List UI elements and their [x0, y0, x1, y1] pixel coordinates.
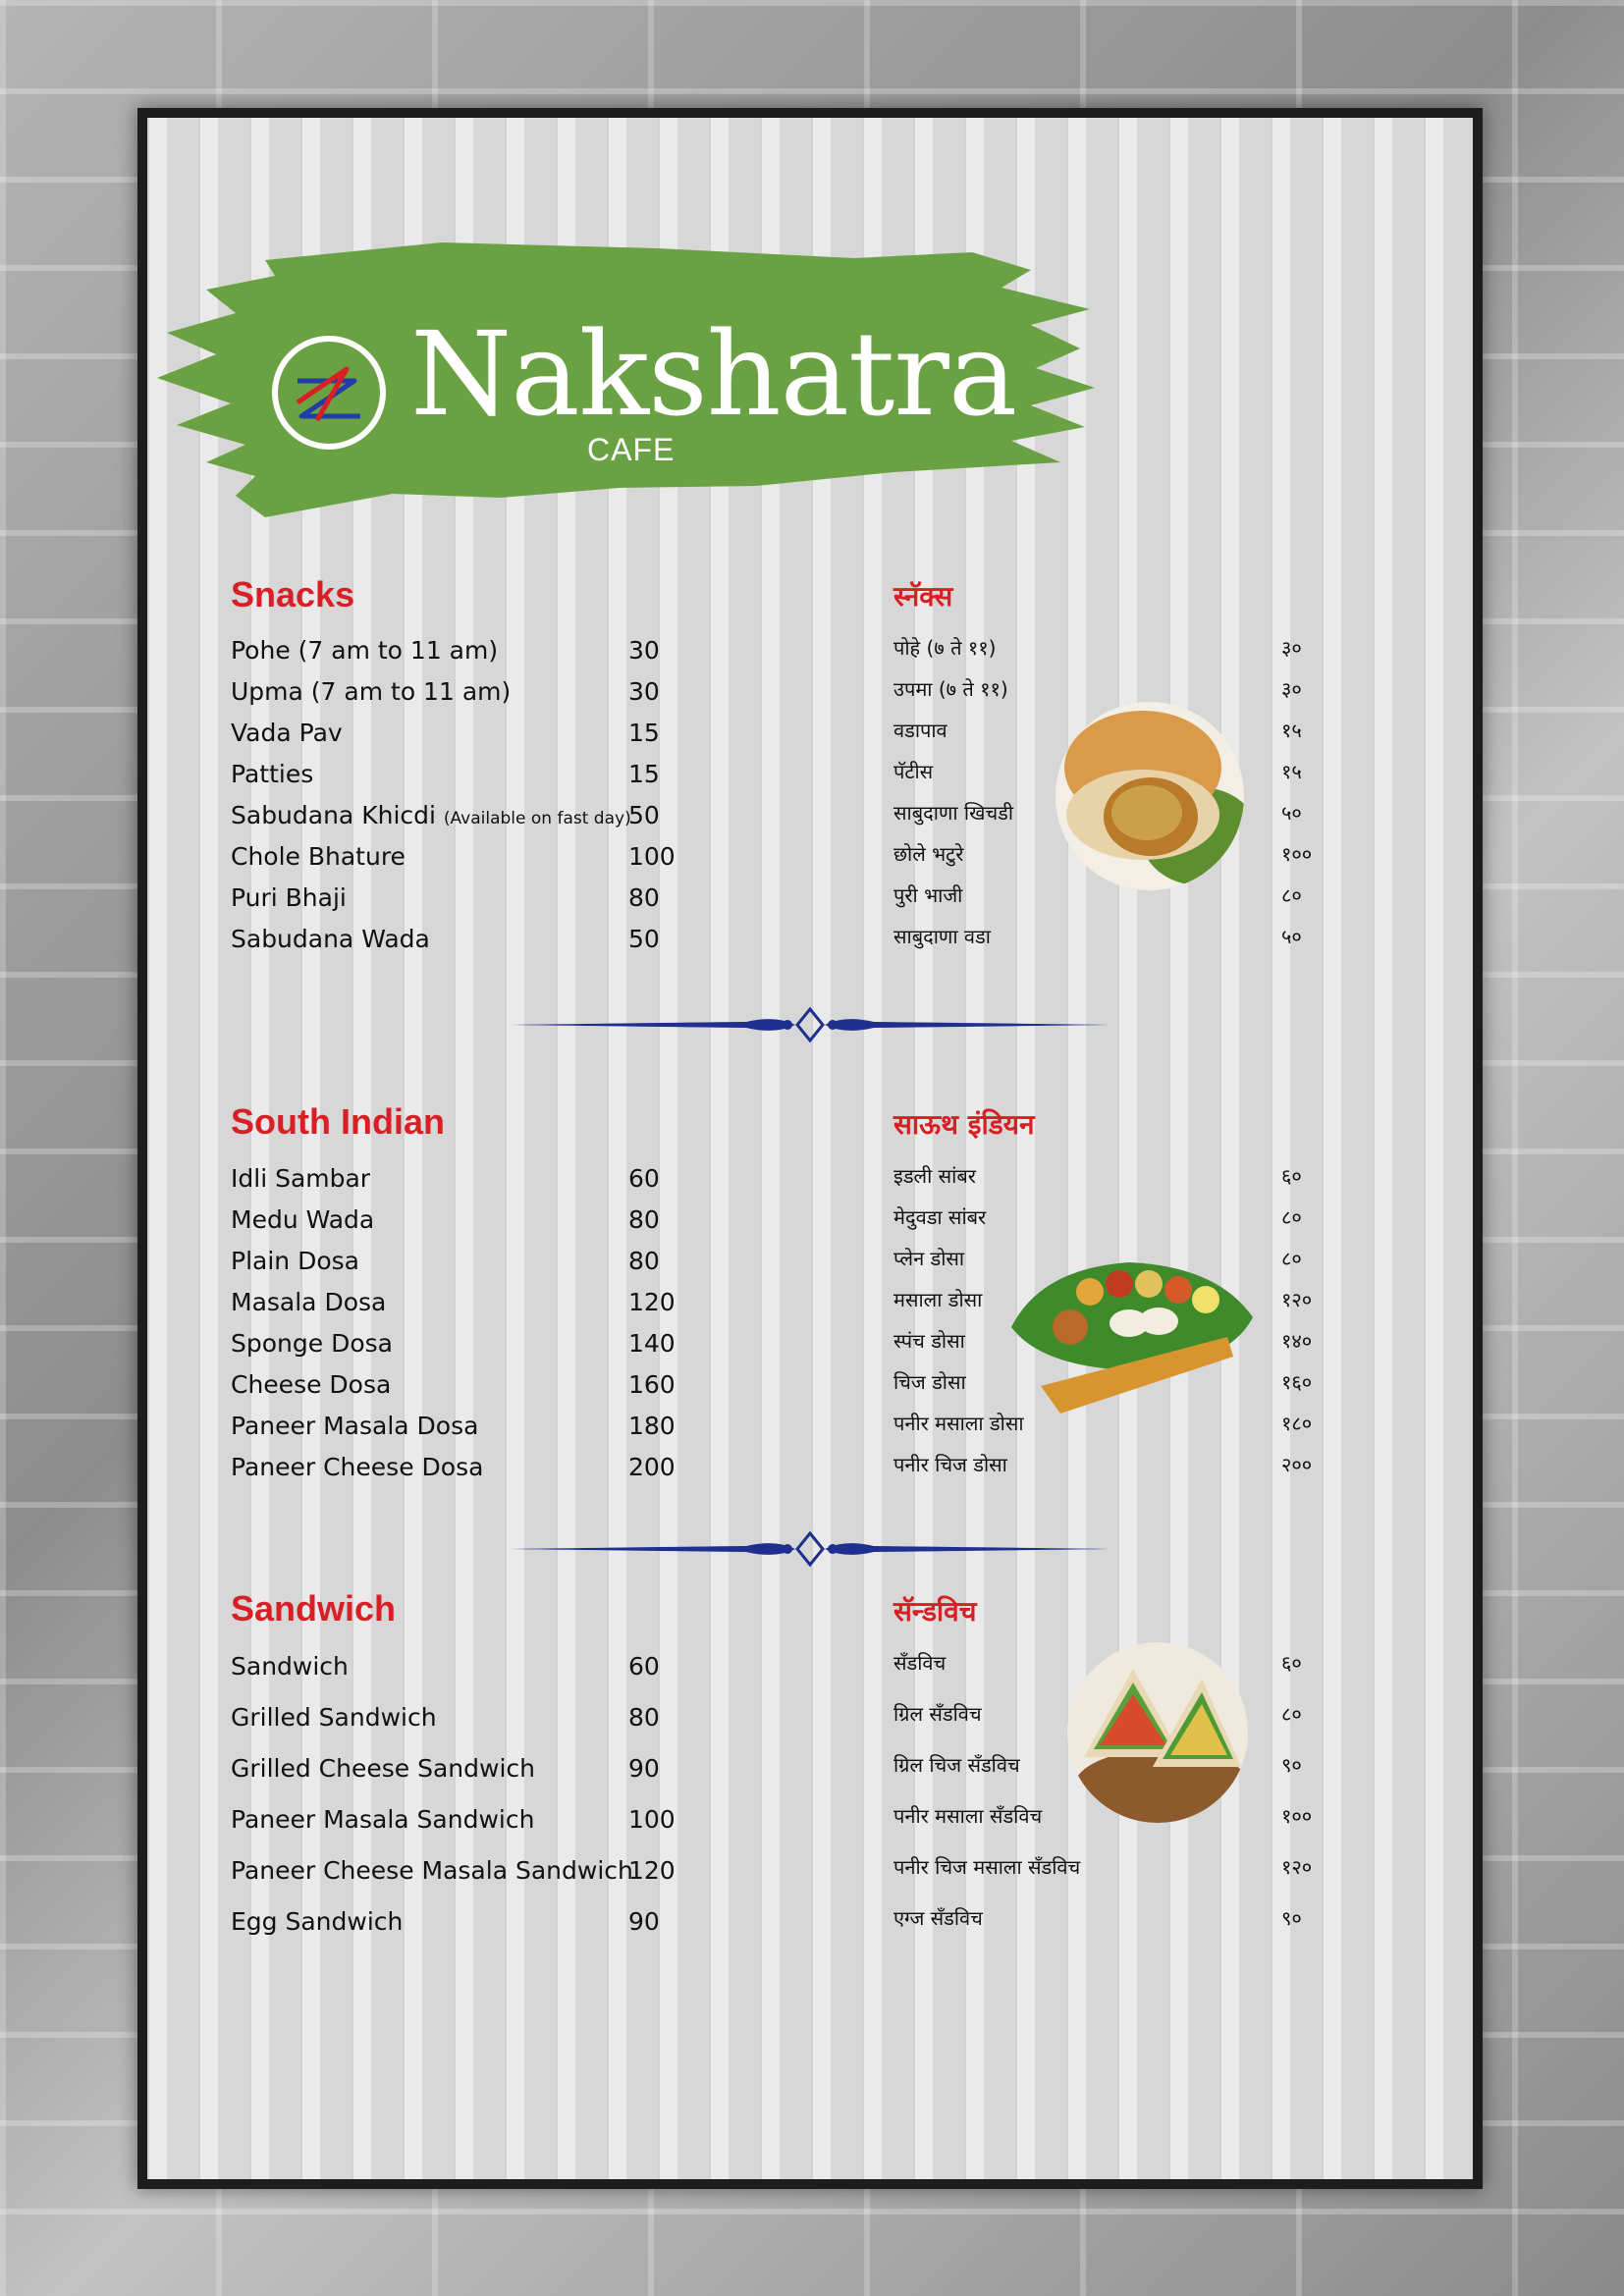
item-name: Masala Dosa: [231, 1288, 387, 1316]
item-name: साबुदाणा खिचडी: [893, 801, 1014, 825]
item-price: 120: [628, 1288, 676, 1316]
section-title-sandwich: Sandwich: [231, 1588, 397, 1629]
item-name: Sandwich: [231, 1652, 349, 1681]
item-price: 100: [628, 1805, 676, 1834]
item-name-text: Sabudana Khicdi: [231, 801, 436, 829]
vada-pav-photo: [1053, 699, 1247, 893]
item-name: एग्ज सँडविच: [893, 1906, 983, 1930]
item-name: Grilled Cheese Sandwich: [231, 1754, 535, 1783]
brand-subtitle: CAFE: [587, 432, 676, 467]
item-price: 30: [628, 636, 660, 665]
item-name: Medu Wada: [231, 1205, 375, 1234]
item-name: Egg Sandwich: [231, 1907, 404, 1936]
item-price: ८०: [1281, 1247, 1302, 1270]
item-name: मेदुवडा सांबर: [893, 1205, 987, 1229]
item-price: ९०: [1281, 1906, 1302, 1930]
item-price: 15: [628, 719, 660, 747]
item-price: 80: [628, 1205, 660, 1234]
item-name: पनीर चिज मसाला सँडविच: [893, 1855, 1081, 1879]
item-name: Chole Bhature: [231, 842, 406, 871]
item-name: छोले भटुरे: [893, 842, 964, 866]
item-price: ३०: [1281, 677, 1302, 701]
item-name: पॅटीस: [893, 760, 934, 783]
item-price: 50: [628, 801, 660, 829]
item-name: Puri Bhaji: [231, 883, 347, 912]
item-name: पनीर चिज डोसा: [893, 1453, 1007, 1476]
item-name: मसाला डोसा: [893, 1288, 983, 1311]
item-name: ग्रिल सँडविच: [893, 1702, 982, 1726]
item-name: [231, 798, 631, 836]
item-price: 100: [628, 842, 676, 871]
item-name: इडली सांबर: [893, 1164, 976, 1188]
item-price: २००: [1281, 1453, 1313, 1476]
item-name: पुरी भाजी: [893, 883, 963, 907]
item-price: 50: [628, 925, 660, 953]
item-price: १४०: [1281, 1329, 1313, 1353]
item-price: १२०: [1281, 1288, 1313, 1311]
item-price: 80: [628, 1247, 660, 1275]
item-price: 80: [628, 883, 660, 912]
item-name: उपमा (७ ते ११): [893, 677, 1008, 701]
item-name: प्लेन डोसा: [893, 1247, 965, 1270]
item-note: (Available on fast day): [443, 809, 631, 828]
section-title-south-indian-marathi: साऊथ इंडियन: [893, 1108, 1035, 1141]
item-price: 90: [628, 1754, 660, 1783]
item-price: 60: [628, 1164, 660, 1193]
item-name: सँडविच: [893, 1651, 947, 1675]
item-price: ६०: [1281, 1164, 1302, 1188]
item-name: वडापाव: [893, 719, 947, 742]
item-name: Upma (7 am to 11 am): [231, 677, 512, 706]
item-name: Paneer Masala Dosa: [231, 1412, 479, 1440]
item-price: १८०: [1281, 1412, 1313, 1435]
item-price: 15: [628, 760, 660, 788]
item-price: 180: [628, 1412, 676, 1440]
item-name: Plain Dosa: [231, 1247, 359, 1275]
item-name: Sponge Dosa: [231, 1329, 393, 1358]
item-price: १६०: [1281, 1370, 1313, 1394]
item-name: Patties: [231, 760, 314, 788]
section-title-snacks-marathi: स्नॅक्स: [893, 580, 953, 613]
item-price: ६०: [1281, 1651, 1302, 1675]
item-name: Vada Pav: [231, 719, 343, 747]
nakshatra-logo-icon: [270, 334, 388, 452]
brand-name: Nakshatra: [410, 306, 1017, 442]
item-price: १५: [1281, 760, 1302, 783]
item-price: 140: [628, 1329, 676, 1358]
item-name: पोहे (७ ते ११): [893, 636, 997, 660]
item-price: ८०: [1281, 1702, 1302, 1726]
item-price: १००: [1281, 842, 1313, 866]
item-name: Idli Sambar: [231, 1164, 371, 1193]
item-price: 160: [628, 1370, 676, 1399]
item-price: १२०: [1281, 1855, 1313, 1879]
section-title-snacks: Snacks: [231, 574, 355, 614]
south-indian-platter-photo: [1001, 1249, 1257, 1415]
item-name: साबुदाणा वडा: [893, 925, 991, 948]
sandwich-photo: [1064, 1639, 1251, 1826]
item-name: ग्रिल चिज सँडविच: [893, 1753, 1020, 1777]
ornamental-divider: [511, 1005, 1110, 1044]
ornamental-divider: [511, 1529, 1110, 1569]
item-price: ५०: [1281, 925, 1302, 948]
item-name: Cheese Dosa: [231, 1370, 392, 1399]
item-price: ५०: [1281, 801, 1302, 825]
item-name: Paneer Masala Sandwich: [231, 1805, 535, 1834]
item-name: Pohe (7 am to 11 am): [231, 636, 499, 665]
item-price: ८०: [1281, 883, 1302, 907]
item-price: ८०: [1281, 1205, 1302, 1229]
item-name: पनीर मसाला सँडविच: [893, 1804, 1043, 1828]
item-price: 200: [628, 1453, 676, 1481]
item-price: 30: [628, 677, 660, 706]
item-name: Paneer Cheese Dosa: [231, 1453, 484, 1481]
item-name: Paneer Cheese Masala Sandwich: [231, 1856, 633, 1885]
item-price: 80: [628, 1703, 660, 1732]
section-title-sandwich-marathi: सॅन्डविच: [893, 1595, 977, 1628]
section-title-south-indian: South Indian: [231, 1101, 445, 1142]
item-price: 60: [628, 1652, 660, 1681]
item-price: ९०: [1281, 1753, 1302, 1777]
item-price: ३०: [1281, 636, 1302, 660]
item-name: चिज डोसा: [893, 1370, 966, 1394]
item-name: Grilled Sandwich: [231, 1703, 437, 1732]
item-price: 90: [628, 1907, 660, 1936]
item-price: 120: [628, 1856, 676, 1885]
item-name: स्पंच डोसा: [893, 1329, 965, 1353]
item-price: १००: [1281, 1804, 1313, 1828]
item-name: पनीर मसाला डोसा: [893, 1412, 1024, 1435]
item-price: १५: [1281, 719, 1302, 742]
item-name: Sabudana Wada: [231, 925, 430, 953]
